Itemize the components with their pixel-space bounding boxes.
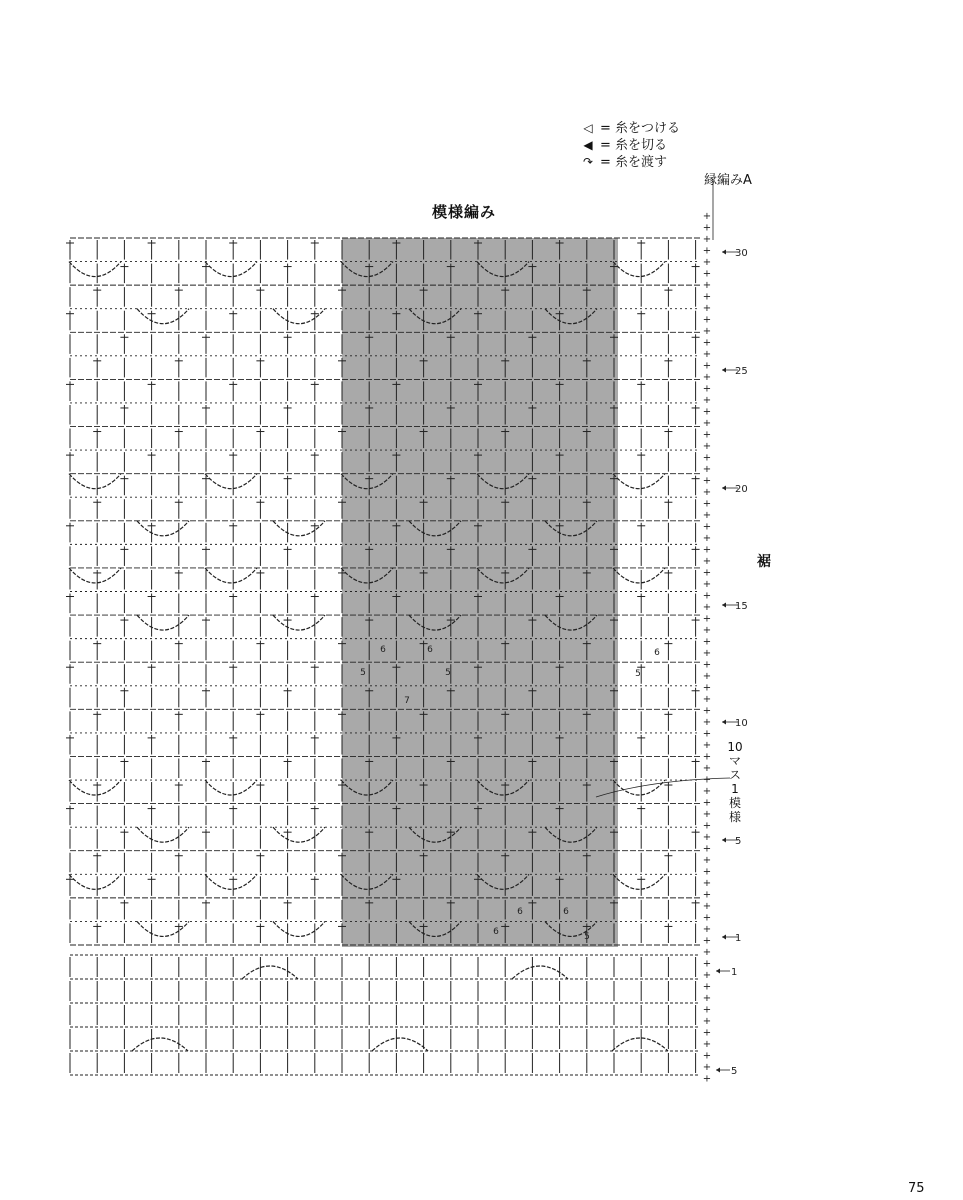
- chain-arch: [273, 521, 325, 536]
- row-arrow-head: [722, 368, 726, 373]
- single-crochet: +: [702, 337, 712, 349]
- single-crochet: +: [702, 648, 712, 659]
- single-crochet: +: [702, 383, 712, 395]
- chain-arch: [273, 615, 325, 630]
- single-crochet: +: [702, 832, 712, 843]
- single-crochet: +: [702, 820, 712, 832]
- single-crochet: +: [702, 556, 712, 567]
- single-crochet: +: [702, 912, 712, 924]
- single-crochet: +: [702, 970, 712, 981]
- single-crochet: +: [702, 843, 712, 855]
- single-crochet: +: [702, 521, 712, 533]
- chain-arch: [613, 262, 665, 277]
- single-crochet: +: [702, 544, 712, 556]
- single-crochet: +: [702, 257, 712, 268]
- chain-arch: [69, 262, 121, 277]
- single-crochet: +: [702, 452, 712, 464]
- single-crochet: +: [702, 268, 712, 280]
- single-crochet: +: [702, 728, 712, 740]
- single-crochet: +: [702, 533, 712, 544]
- single-crochet: +: [702, 395, 712, 406]
- chain-arch: [137, 827, 189, 842]
- row-number: 5: [735, 836, 742, 847]
- single-crochet: +: [702, 429, 712, 441]
- stitch-count: 6: [380, 645, 386, 655]
- chain-arch: [69, 568, 121, 583]
- single-crochet: +: [702, 947, 712, 958]
- chain-arch: [132, 1038, 188, 1051]
- chain-arch: [205, 474, 257, 489]
- single-crochet: +: [702, 625, 712, 636]
- chart-title: 模様編み: [432, 203, 497, 221]
- single-crochet: +: [702, 590, 712, 602]
- chain-arch: [613, 474, 665, 489]
- row-number: 5: [731, 1066, 738, 1077]
- chain-arch: [137, 615, 189, 630]
- single-crochet: +: [702, 314, 712, 326]
- single-crochet: +: [702, 878, 712, 889]
- chain-arch: [205, 780, 257, 795]
- legend-text: = 糸をつける: [600, 121, 681, 136]
- single-crochet: +: [702, 682, 712, 694]
- row-number: 1: [731, 967, 738, 978]
- single-crochet: +: [702, 441, 712, 452]
- row-number: 30: [735, 248, 748, 259]
- row-number: 20: [735, 484, 748, 495]
- stitch-count: 5: [635, 669, 641, 679]
- single-crochet: +: [702, 1073, 712, 1085]
- single-crochet: +: [702, 1050, 712, 1062]
- row-arrow-head: [722, 486, 726, 491]
- edging-stitches: [703, 180, 713, 1085]
- stitch-count: 6: [654, 648, 660, 658]
- row-number: 10: [735, 718, 748, 729]
- hem-label: 裾: [757, 554, 771, 570]
- single-crochet: +: [702, 406, 712, 418]
- stitch-count: 6: [517, 907, 523, 917]
- single-crochet: +: [702, 372, 712, 383]
- chain-arch: [205, 568, 257, 583]
- curved-arrow-icon: ↷: [582, 155, 594, 169]
- single-crochet: +: [702, 671, 712, 682]
- single-crochet: +: [702, 487, 712, 498]
- row-number: 1: [735, 933, 742, 944]
- row-arrow-head: [716, 1068, 720, 1073]
- chain-arch: [613, 874, 665, 889]
- single-crochet: +: [702, 935, 712, 947]
- row-arrow-head: [722, 838, 726, 843]
- stitch-count: 6: [563, 907, 569, 917]
- single-crochet: +: [702, 303, 712, 314]
- single-crochet: +: [702, 360, 712, 372]
- chain-arch: [273, 827, 325, 842]
- single-crochet: +: [702, 510, 712, 521]
- single-crochet: +: [702, 751, 712, 763]
- single-crochet: +: [702, 809, 712, 820]
- single-crochet: +: [702, 774, 712, 786]
- chain-arch: [137, 521, 189, 536]
- single-crochet: +: [702, 1039, 712, 1050]
- single-crochet: +: [702, 245, 712, 257]
- single-crochet: +: [702, 717, 712, 728]
- single-crochet: +: [702, 694, 712, 705]
- single-crochet: +: [702, 475, 712, 487]
- chain-arch: [205, 262, 257, 277]
- chain-arch: [273, 921, 325, 936]
- chain-arch: [137, 921, 189, 936]
- single-crochet: +: [702, 464, 712, 475]
- row-number: 25: [735, 366, 748, 377]
- single-crochet: +: [702, 418, 712, 429]
- row-arrow-head: [722, 935, 726, 940]
- single-crochet: +: [702, 855, 712, 866]
- single-crochet: +: [702, 498, 712, 510]
- chain-arch: [137, 309, 189, 324]
- row-number: 15: [735, 601, 748, 612]
- single-crochet: +: [702, 740, 712, 751]
- page-number: 75: [908, 1181, 925, 1196]
- row-arrow-head: [722, 250, 726, 255]
- single-crochet: +: [702, 763, 712, 774]
- single-crochet: +: [702, 234, 712, 245]
- chain-arch: [69, 780, 121, 795]
- single-crochet: +: [702, 993, 712, 1004]
- repeat-highlight: [342, 238, 618, 947]
- single-crochet: +: [702, 924, 712, 935]
- single-crochet: +: [702, 349, 712, 360]
- legend-text: = 糸を切る: [600, 138, 668, 153]
- single-crochet: +: [702, 786, 712, 797]
- single-crochet: +: [702, 291, 712, 303]
- single-crochet: +: [702, 636, 712, 648]
- row-arrow-head: [722, 720, 726, 725]
- single-crochet: +: [702, 705, 712, 717]
- legend-text: = 糸を渡す: [600, 155, 668, 170]
- stitch-count: 5: [584, 932, 590, 942]
- open-triangle-icon: ◁: [583, 121, 593, 135]
- chain-arch: [69, 474, 121, 489]
- chain-arch: [205, 874, 257, 889]
- chain-arch: [613, 780, 665, 795]
- single-crochet: +: [702, 797, 712, 809]
- single-crochet: +: [702, 659, 712, 671]
- chain-arch: [612, 1038, 668, 1051]
- single-crochet: +: [702, 889, 712, 901]
- single-crochet: +: [702, 866, 712, 878]
- single-crochet: +: [702, 901, 712, 912]
- single-crochet: +: [702, 1004, 712, 1016]
- single-crochet: +: [702, 602, 712, 613]
- single-crochet: +: [702, 579, 712, 590]
- stitch-count: 5: [445, 668, 451, 678]
- single-crochet: +: [702, 958, 712, 970]
- row-arrow-head: [722, 603, 726, 608]
- row-arrow-head: [716, 969, 720, 974]
- repeat-note: 10マス1模様: [727, 740, 743, 824]
- single-crochet: +: [702, 1027, 712, 1039]
- single-crochet: +: [702, 211, 712, 222]
- single-crochet: +: [702, 567, 712, 579]
- filled-triangle-icon: ◀: [583, 138, 593, 152]
- chain-arch: [372, 1038, 428, 1051]
- single-crochet: +: [702, 1062, 712, 1073]
- chain-arch: [613, 568, 665, 583]
- chain-arch: [242, 966, 298, 979]
- single-crochet: +: [702, 1016, 712, 1027]
- stitch-count: 7: [404, 696, 410, 706]
- single-crochet: +: [702, 981, 712, 993]
- stitch-count: 5: [360, 668, 366, 678]
- chain-arch: [69, 874, 121, 889]
- edging-label: 縁編みA: [704, 173, 752, 188]
- stitch-count: 6: [427, 645, 433, 655]
- chain-arch: [273, 309, 325, 324]
- single-crochet: +: [702, 613, 712, 625]
- stitch-count: 6: [493, 927, 499, 937]
- single-crochet: +: [702, 326, 712, 337]
- single-crochet: +: [702, 222, 712, 234]
- single-crochet: +: [702, 280, 712, 291]
